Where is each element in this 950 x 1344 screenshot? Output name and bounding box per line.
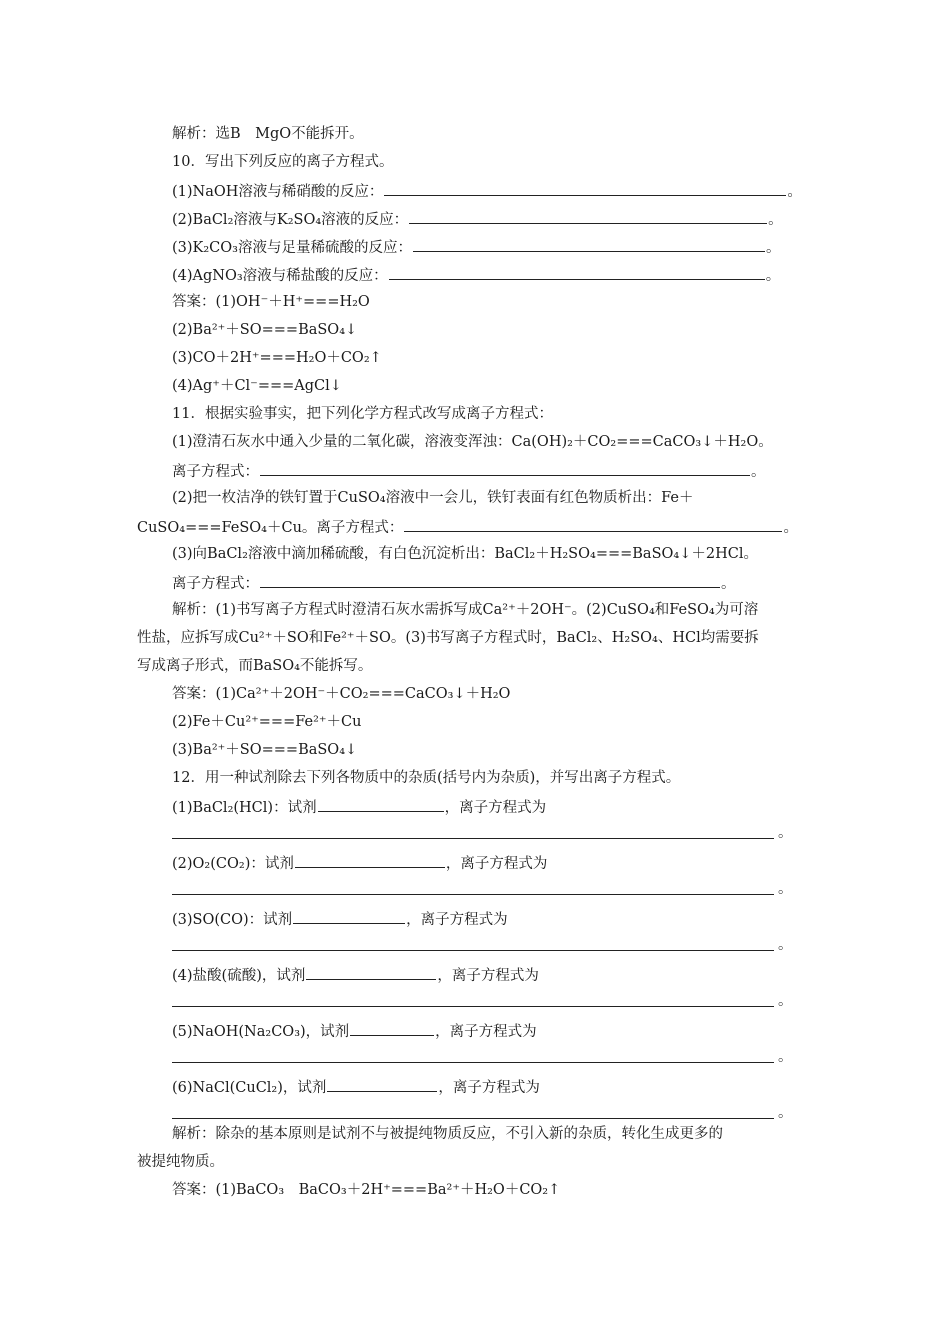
equation-blank-line[interactable] [172,893,774,895]
q12-part2: (2)O₂(CO₂)：试剂 ，离子方程式为 [172,852,547,874]
sentence-end: 。 [778,825,793,841]
q11-answer1: 答案：(1)Ca²⁺＋2OH⁻＋CO₂===CaCO₃↓＋H₂O [172,686,511,702]
q11-part1: (1)澄清石灰水中通入少量的二氧化碳，溶液变浑浊：Ca(OH)₂＋CO₂===CaCO₃↓＋H₂O。 [172,434,773,450]
sentence-end: 。 [778,1105,793,1121]
q12-part6: (6)NaCl(CuCl₂)，试剂 ，离子方程式为 [172,1076,540,1098]
q12-analysis-line1: 解析：除杂的基本原则是试剂不与被提纯物质反应，不引入新的杂质，转化生成更多的 [172,1126,723,1142]
q10-answer3: (3)CO＋2H⁺===H₂O＋CO₂↑ [172,350,382,366]
q12-part4: (4)盐酸(硫酸)，试剂 ，离子方程式为 [172,964,539,986]
q11-part2: (2)把一枚洁净的铁钉置于CuSO₄溶液中一会儿，铁钉表面有红色物质析出：Fe＋ [172,490,694,506]
answer-blank[interactable] [409,208,767,224]
q12-analysis-line2: 被提纯物质。 [137,1154,224,1170]
reagent-blank[interactable] [327,1076,437,1092]
equation-blank-line[interactable] [172,949,774,951]
q10-part4: (4)AgNO₃溶液与稀盐酸的反应： 。 [172,264,780,286]
q11-analysis-line3: 写成离子形式，而BaSO₄不能拆写。 [137,658,373,674]
reagent-blank[interactable] [293,908,405,924]
q11-analysis-line2: 性盐，应拆写成Cu²⁺＋SO和Fe²⁺＋SO。(3)书写离子方程式时，BaCl₂、H₂SO₄、HCl均需要拆 [137,630,759,646]
q11-analysis-line1: 解析：(1)书写离子方程式时澄清石灰水需拆写成Ca²⁺＋2OH⁻。(2)CuSO₄和FeSO₄为可溶 [172,602,759,618]
q12-part3: (3)SO(CO)：试剂 ，离子方程式为 [172,908,508,930]
q10-answer4: (4)Ag⁺＋Cl⁻===AgCl↓ [172,378,342,394]
reagent-blank[interactable] [350,1020,434,1036]
q10-answer1: 答案：(1)OH⁻＋H⁺===H₂O [172,294,370,310]
answer-blank[interactable] [404,516,782,532]
equation-blank-line[interactable] [172,1061,774,1063]
equation-blank-line[interactable] [172,1117,774,1119]
sentence-end: 。 [778,993,793,1009]
q12-part5: (5)NaOH(Na₂CO₃)，试剂 ，离子方程式为 [172,1020,537,1042]
answer-blank[interactable] [413,236,765,252]
reagent-blank[interactable] [306,964,436,980]
q11-part3-equation: 离子方程式： 。 [172,572,736,594]
q10-part1: (1)NaOH溶液与稀硝酸的反应： 。 [172,180,802,202]
q12-answer1: 答案：(1)BaCO₃ BaCO₃＋2H⁺===Ba²⁺＋H₂O＋CO₂↑ [172,1182,561,1198]
sentence-end: 。 [778,937,793,953]
question-10-title: 10．写出下列反应的离子方程式。 [172,154,394,170]
question-11-title: 11．根据实验事实，把下列化学方程式改写成离子方程式： [172,406,553,422]
answer-blank[interactable] [389,264,765,280]
q10-part2: (2)BaCl₂溶液与K₂SO₄溶液的反应： 。 [172,208,783,230]
q10-part3: (3)K₂CO₃溶液与足量稀硫酸的反应： 。 [172,236,780,258]
reagent-blank[interactable] [318,796,444,812]
q11-answer2: (2)Fe＋Cu²⁺===Fe²⁺＋Cu [172,714,362,730]
q10-answer2: (2)Ba²⁺＋SO===BaSO₄↓ [172,322,358,338]
q11-part2-cont: CuSO₄===FeSO₄＋Cu。离子方程式： 。 [137,516,798,538]
equation-blank-line[interactable] [172,837,774,839]
question-12-title: 12．用一种试剂除去下列各物质中的杂质(括号内为杂质)，并写出离子方程式。 [172,770,681,786]
sentence-end: 。 [778,1049,793,1065]
answer-blank[interactable] [260,572,720,588]
analysis-9: 解析：选B MgO不能拆开。 [172,126,364,142]
reagent-blank[interactable] [295,852,445,868]
q12-part1: (1)BaCl₂(HCl)：试剂 ，离子方程式为 [172,796,546,818]
answer-blank[interactable] [260,460,750,476]
equation-blank-line[interactable] [172,1005,774,1007]
answer-blank[interactable] [384,180,786,196]
q11-answer3: (3)Ba²⁺＋SO===BaSO₄↓ [172,742,358,758]
sentence-end: 。 [778,881,793,897]
q11-part1-equation: 离子方程式： 。 [172,460,766,482]
q11-part3: (3)向BaCl₂溶液中滴加稀硫酸，有白色沉淀析出：BaCl₂＋H₂SO₄===BaSO₄↓＋2HCl。 [172,546,758,562]
